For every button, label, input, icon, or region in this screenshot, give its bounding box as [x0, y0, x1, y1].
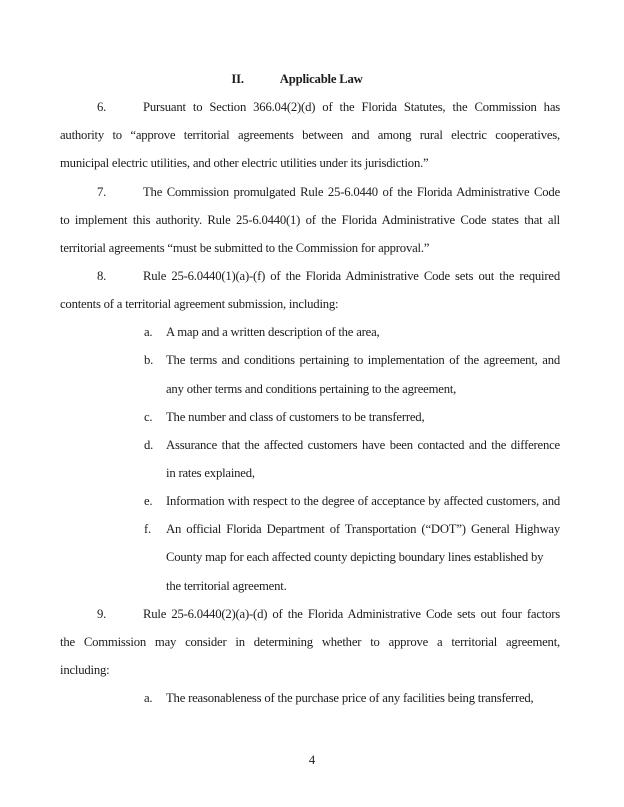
paragraph-line: the Commission may consider in determining whether to approve a territorial agreement, — [60, 634, 560, 649]
paragraph-line: municipal electric utilities, and other electric utilities under its jurisdiction.” — [60, 156, 429, 171]
list-item-line: e. Information with respect to the degree of acceptance by affected customers, and — [60, 487, 560, 515]
paragraph-line: including: — [60, 662, 110, 677]
section-heading — [47, 65, 547, 93]
list-item-line: any other terms and conditions pertaining to the agreement, — [166, 381, 457, 396]
list-item-line: a. A map and a written description of the area, — [60, 318, 560, 346]
paragraph-number: 9. — [97, 606, 107, 621]
paragraph-line: to implement this authority. Rule 25-6.0440(1) of the Florida Administrative Code states that all — [60, 212, 560, 227]
paragraph-number: 6. — [97, 100, 107, 115]
paragraph-line: 8. Rule 25-6.0440(1)(a)-(f) of the Florida Administrative Code sets out the required — [60, 262, 560, 290]
list-item-line: County map for each affected county depicting boundary lines established by — [166, 550, 544, 565]
list-item-line: b. The terms and conditions pertaining to implementation of the agreement, and — [60, 346, 560, 374]
list-item-line: c. The number and class of customers to be transferred, — [60, 403, 560, 431]
list-item-line: f. An official Florida Department of Transportation (“DOT”) General Highway — [60, 515, 560, 543]
paragraph-number: 8. — [97, 268, 107, 283]
section-heading-numeral: II. — [231, 72, 244, 86]
paragraph-line: authority to “approve territorial agreements between and among rural electric cooperatives, — [60, 128, 560, 143]
paragraph-line: contents of a territorial agreement submission, including: — [60, 297, 339, 312]
paragraph-line: 9. Rule 25-6.0440(2)(a)-(d) of the Florida Administrative Code sets out four factors — [60, 600, 560, 628]
list-marker: c. — [144, 409, 153, 424]
list-item-line: in rates explained, — [166, 465, 255, 480]
list-item-line: d. Assurance that the affected customers have been contacted and the difference — [60, 431, 560, 459]
list-marker: a. — [144, 325, 153, 340]
list-item-line: a. The reasonableness of the purchase price of any facilities being transferred, — [60, 684, 560, 712]
list-marker: a. — [144, 691, 153, 706]
list-item-line: the territorial agreement. — [166, 578, 287, 593]
list-marker: f. — [144, 522, 151, 537]
list-marker: d. — [144, 437, 154, 452]
section-heading-title: Applicable Law — [279, 72, 363, 86]
list-marker: e. — [144, 494, 153, 509]
list-marker: b. — [144, 353, 154, 368]
document-body — [60, 65, 560, 712]
paragraph-number: 7. — [97, 184, 107, 199]
paragraph-line: 7. The Commission promulgated Rule 25-6.0440 of the Florida Administrative Code — [60, 178, 560, 206]
paragraph-line: territorial agreements “must be submitted to the Commission for approval.” — [60, 240, 430, 255]
page-number: 4 — [308, 753, 316, 767]
paragraph-line: 6. Pursuant to Section 366.04(2)(d) of the Florida Statutes, the Commission has — [60, 93, 560, 121]
